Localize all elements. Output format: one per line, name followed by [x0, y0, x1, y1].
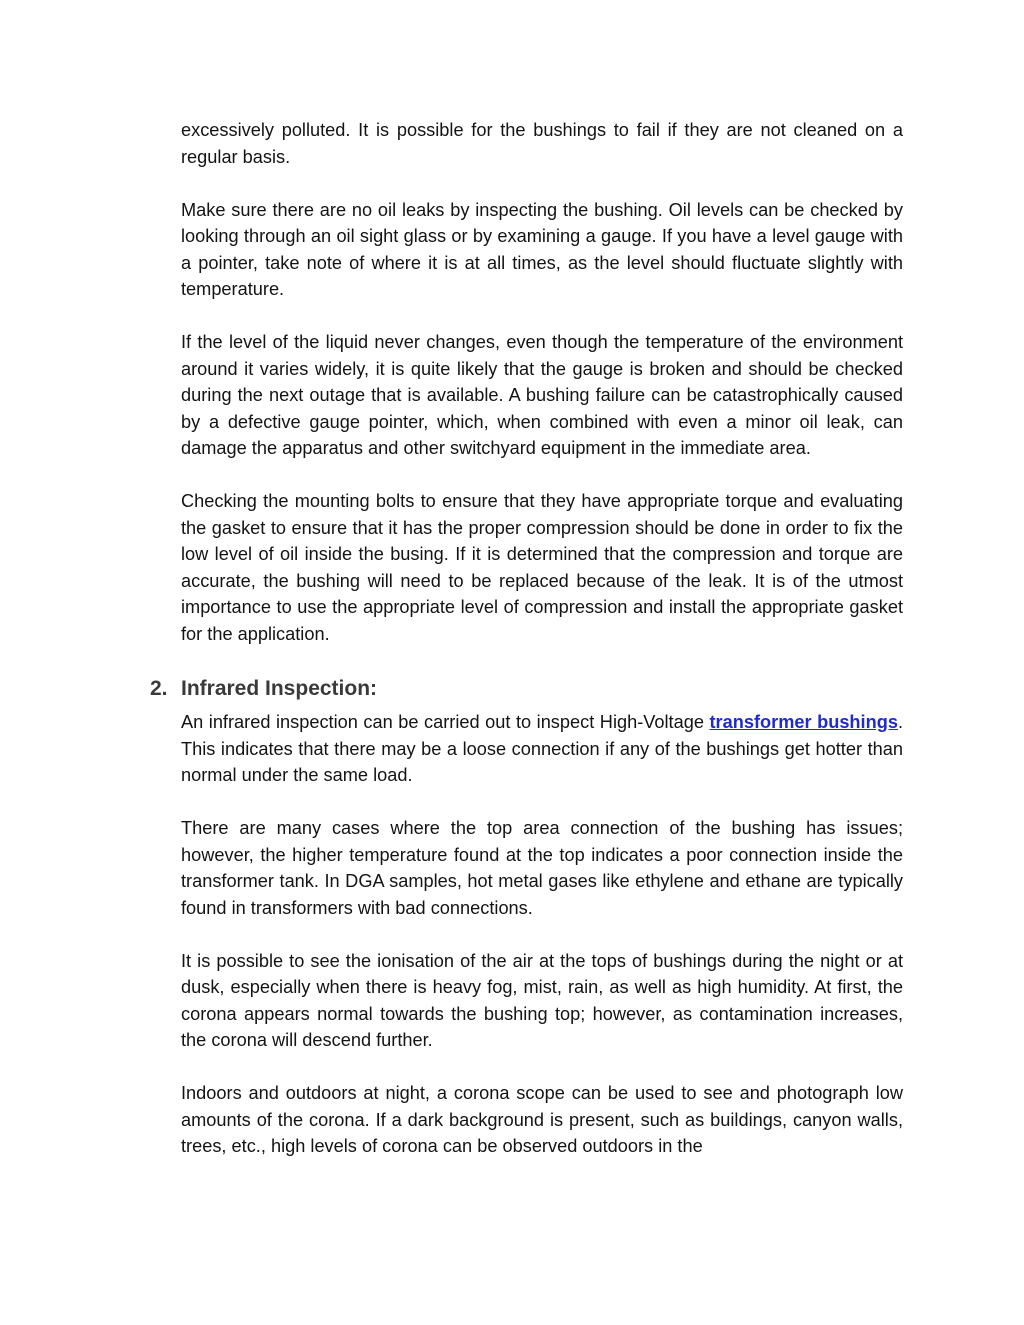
infrared-intro-text-after: . This indicates that there may be a loose connection if any of the bushings get hotter than normal under the same load.	[181, 712, 903, 785]
section-number: 2.	[150, 677, 168, 700]
section-heading-infrared	[150, 675, 903, 703]
paragraph-liquid-level: If the level of the liquid never changes, even though the temperature of the environment around it varies widely, it is quite likely that the gauge is broken and should be checked during the next outage that is available. A bushing failure can be catastrophically caused by a defective gauge pointer, which, when combined with even a minor oil leak, can damage the apparatus and other switchyard equipment in the immediate area.	[181, 332, 903, 458]
paragraph-mounting-bolts: Checking the mounting bolts to ensure that they have appropriate torque and evaluating the gasket to ensure that it has the proper compression should be done in order to fix the low level of oil inside the busing. If it is determined that the compression and torque are accurate, the bushing will need to be replaced because of the leak. It is of the utmost importance to use the appropriate level of compression and install the appropriate gasket for the application.	[181, 491, 903, 644]
section-title: Infrared Inspection:	[181, 677, 378, 700]
paragraph-ionisation: It is possible to see the ionisation of the air at the tops of bushings during the night or at dusk, especially when there is heavy fog, mist, rain, as well as high humidity. At first, the corona appears normal towards the bushing top; however, as contamination increases, the corona will descend further.	[181, 950, 903, 1050]
transformer-bushings-link[interactable]: transformer bushings	[709, 712, 898, 732]
paragraph-oil-leaks: Make sure there are no oil leaks by inspecting the bushing. Oil levels can be checked by looking through an oil sight glass or by examining a gauge. If you have a level gauge with a pointer, take note of where it is at all times, as the level should fluctuate slightly with temperature.	[181, 199, 903, 299]
paragraph-top-connection: There are many cases where the top area connection of the bushing has issues; however, the higher temperature found at the top indicates a poor connection inside the transformer tank. In DGA samples, hot metal gases like ethylene and ethane are typically found in transformers with bad connections.	[181, 818, 903, 918]
infrared-intro-text: An infrared inspection can be carried out to inspect High-Voltage	[181, 712, 710, 732]
document-body	[150, 117, 903, 1160]
paragraph-infrared-intro	[181, 709, 903, 789]
paragraph-polluted-bushings: excessively polluted. It is possible for the bushings to fail if they are not cleaned on a regular basis.	[181, 120, 903, 167]
paragraph-corona-scope: Indoors and outdoors at night, a corona scope can be used to see and photograph low amounts of the corona. If a dark background is present, such as buildings, canyon walls, trees, etc., high levels of corona can be observed outdoors in the	[181, 1083, 903, 1156]
